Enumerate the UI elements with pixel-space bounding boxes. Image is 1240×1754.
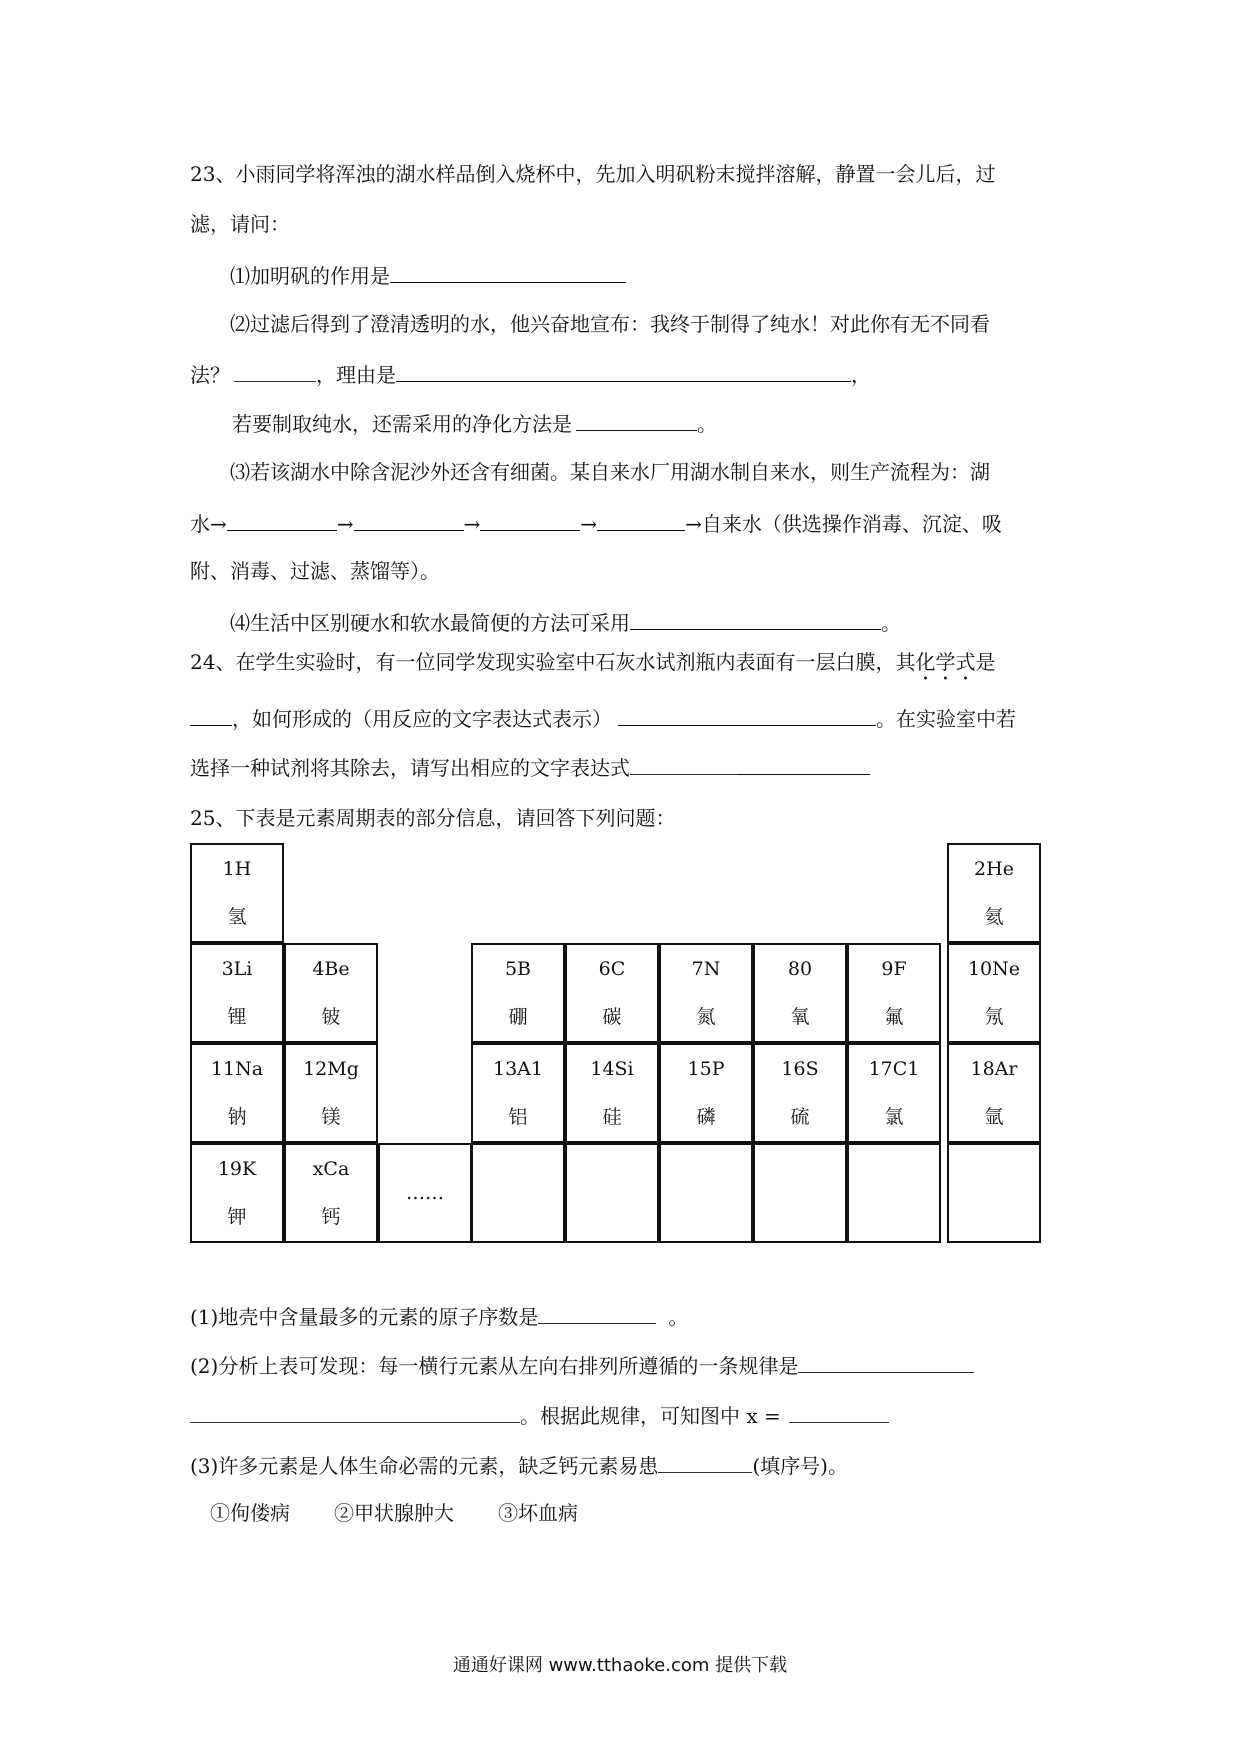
element-cell	[284, 943, 378, 1043]
element-symbol: 9F	[881, 958, 907, 980]
element-cell	[659, 1043, 753, 1143]
answer-blank[interactable]	[538, 1301, 656, 1324]
element-symbol: 17C1	[868, 1058, 920, 1080]
q23-part2-text: 若要制取纯水，还需采用的净化方法是	[232, 412, 572, 436]
q24-line3	[190, 752, 870, 782]
element-name: 钾	[227, 1206, 247, 1228]
q23-part4-text: ⑷生活中区别硬水和软水最简便的方法可采用	[230, 611, 630, 635]
element-symbol: 5B	[504, 958, 532, 980]
element-symbol: 3Li	[221, 958, 253, 980]
answer-blank[interactable]	[658, 1450, 752, 1473]
element-name: 氧	[790, 1006, 810, 1028]
element-name: 铝	[508, 1106, 528, 1128]
element-symbol: 2He	[974, 858, 1014, 880]
q23-part2-line1: ⑵过滤后得到了澄清透明的水，他兴奋地宣布：我终于制得了纯水！对此你有无不同看	[230, 312, 990, 336]
answer-blank[interactable]	[396, 359, 851, 382]
q23-part2-line2	[190, 359, 871, 389]
arrow: →	[336, 512, 354, 536]
q25-sub2-line1	[190, 1350, 974, 1380]
element-cell	[190, 1143, 284, 1243]
q23-part1-text: ⑴加明矾的作用是	[230, 264, 390, 288]
q25-intro: 25、下表是元素周期表的部分信息，请回答下列问题：	[190, 806, 676, 830]
q25-text: (3)许多元素是人体生命必需的元素，缺乏钙元素易患	[190, 1454, 659, 1478]
element-name: 氯	[884, 1106, 904, 1128]
q24-text: 是	[975, 650, 996, 674]
element-cell	[659, 943, 753, 1043]
empty-cell	[847, 1143, 941, 1243]
empty-cell	[753, 1143, 847, 1243]
answer-blank[interactable]	[390, 260, 626, 283]
element-symbol: 11Na	[210, 1058, 264, 1080]
q23-part1	[230, 260, 626, 290]
answer-blank[interactable]	[798, 1350, 974, 1373]
element-symbol: xCa	[312, 1158, 350, 1180]
answer-blank[interactable]	[630, 607, 881, 630]
ellipsis-cell	[378, 1143, 472, 1243]
element-cell	[190, 943, 284, 1043]
q24-line1	[190, 648, 995, 685]
element-cell	[565, 943, 659, 1043]
answer-blank[interactable]	[234, 359, 316, 382]
answer-blank[interactable]	[354, 508, 464, 531]
answer-blank[interactable]	[227, 508, 337, 531]
answer-blank[interactable]	[789, 1400, 889, 1423]
answer-blank[interactable]	[480, 508, 580, 531]
q23-part3-text: 水→	[190, 512, 227, 536]
element-symbol: 14Si	[590, 1058, 634, 1080]
element-cell	[284, 1043, 378, 1143]
arrow: →	[463, 512, 481, 536]
element-cell	[284, 1143, 378, 1243]
q23-part2-text: 。	[697, 412, 717, 436]
element-name: 氢	[227, 906, 247, 928]
q23-part2-line3	[232, 408, 717, 438]
element-cell	[471, 1043, 565, 1143]
empty-cell	[947, 1143, 1041, 1243]
element-symbol: 10Ne	[967, 958, 1021, 980]
element-cell	[753, 1043, 847, 1143]
q23-part4-text: 。	[881, 611, 901, 635]
element-name: 硼	[508, 1006, 528, 1028]
empty-cell	[659, 1143, 753, 1243]
q23-part3-line1: ⑶若该湖水中除含泥沙外还含有细菌。某自来水厂用湖水制自来水，则生产流程为：湖	[230, 460, 990, 484]
element-cell	[947, 843, 1041, 943]
element-name: 铍	[321, 1006, 341, 1028]
q24-emphasis: 化学式	[915, 650, 976, 674]
element-symbol: 16S	[781, 1058, 819, 1080]
element-symbol: 12Mg	[303, 1058, 359, 1080]
answer-blank[interactable]	[630, 752, 738, 775]
q25-text: 。	[668, 1305, 689, 1329]
q24-text: 选择一种试剂将其除去，请写出相应的文字表达式	[190, 756, 630, 780]
option-3: ③坏血病	[498, 1501, 578, 1525]
element-name: 氖	[984, 1006, 1004, 1028]
q23-part4	[230, 607, 901, 637]
element-name: 氦	[984, 906, 1004, 928]
element-cell	[190, 1043, 284, 1143]
q23-part3-line2	[190, 508, 1002, 538]
element-symbol: 1H	[222, 858, 252, 880]
q23-part2-text: 法？	[190, 363, 230, 387]
element-name: 氟	[884, 1006, 904, 1028]
element-symbol: 15P	[687, 1058, 725, 1080]
answer-blank[interactable]	[190, 1400, 520, 1423]
answer-blank[interactable]	[738, 752, 870, 775]
element-name: 氮	[696, 1006, 716, 1028]
q23-part3-line3: 附、消毒、过滤、蒸馏等）。	[190, 559, 440, 583]
element-cell	[847, 943, 941, 1043]
element-name: 钠	[227, 1106, 247, 1128]
answer-blank[interactable]	[190, 703, 232, 726]
q24-text: 。在实验室中若	[876, 707, 1016, 731]
element-cell	[190, 843, 284, 943]
element-symbol: 6C	[598, 958, 626, 980]
option-1: ①佝偻病	[210, 1501, 290, 1525]
q24-line2	[190, 703, 1016, 733]
q25-text: (1)地壳中含量最多的元素的原子序数是	[190, 1305, 539, 1329]
element-cell	[847, 1043, 941, 1143]
q24-text: 24、在学生实验时，有一位同学发现实验室中石灰水试剂瓶内表面有一层白膜，其	[190, 650, 916, 674]
element-name: 钙	[321, 1206, 341, 1228]
answer-blank[interactable]	[597, 508, 685, 531]
element-name: 硫	[790, 1106, 810, 1128]
q25-text: 。根据此规律，可知图中 x =	[520, 1404, 781, 1428]
q23-part2-text: ，	[851, 363, 871, 387]
q23-part2-text: ，理由是	[316, 363, 396, 387]
element-name: 镁	[321, 1106, 341, 1128]
periodic-table	[190, 843, 1041, 1246]
element-symbol: 4Be	[312, 958, 350, 980]
element-cell	[947, 1043, 1041, 1143]
element-name: 氩	[984, 1106, 1004, 1128]
answer-blank[interactable]	[576, 408, 697, 431]
empty-cell	[471, 1143, 565, 1243]
q23-line1: 23、小雨同学将浑浊的湖水样品倒入烧杯中，先加入明矾粉末搅拌溶解，静置一会儿后，过	[190, 162, 996, 186]
element-symbol: 13A1	[493, 1058, 543, 1080]
element-cell	[565, 1043, 659, 1143]
element-symbol: 80	[787, 958, 813, 980]
q24-text: ，如何形成的（用反应的文字表达式表示）	[232, 707, 612, 731]
arrow: →	[580, 512, 598, 536]
element-cell	[753, 943, 847, 1043]
element-cell	[947, 943, 1041, 1043]
element-name: 硅	[602, 1106, 622, 1128]
q25-options	[210, 1499, 578, 1527]
element-name: 碳	[602, 1006, 622, 1028]
q25-sub3	[190, 1450, 848, 1480]
answer-blank[interactable]	[618, 703, 876, 726]
element-cell	[471, 943, 565, 1043]
element-symbol: 7N	[691, 958, 721, 980]
element-symbol: 19K	[217, 1158, 257, 1180]
empty-cell	[565, 1143, 659, 1243]
q23-part3-text: →自来水（供选操作消毒、沉淀、吸	[685, 512, 1002, 536]
q23-line2: 滤，请问：	[190, 212, 290, 236]
element-name: 锂	[227, 1006, 247, 1028]
q25-text: (2)分析上表可发现：每一横行元素从左向右排列所遵循的一条规律是	[190, 1354, 799, 1378]
page-footer: 通通好课网 www.tthaoke.com 提供下载	[452, 1655, 788, 1676]
q25-sub2-line2	[190, 1400, 889, 1430]
element-symbol: 18Ar	[970, 1058, 1018, 1080]
element-name: 磷	[696, 1106, 716, 1128]
option-2: ②甲状腺肿大	[334, 1501, 454, 1525]
q25-sub1	[190, 1301, 688, 1331]
ellipsis: ……	[406, 1182, 444, 1204]
q25-text: (填序号)。	[752, 1454, 848, 1478]
